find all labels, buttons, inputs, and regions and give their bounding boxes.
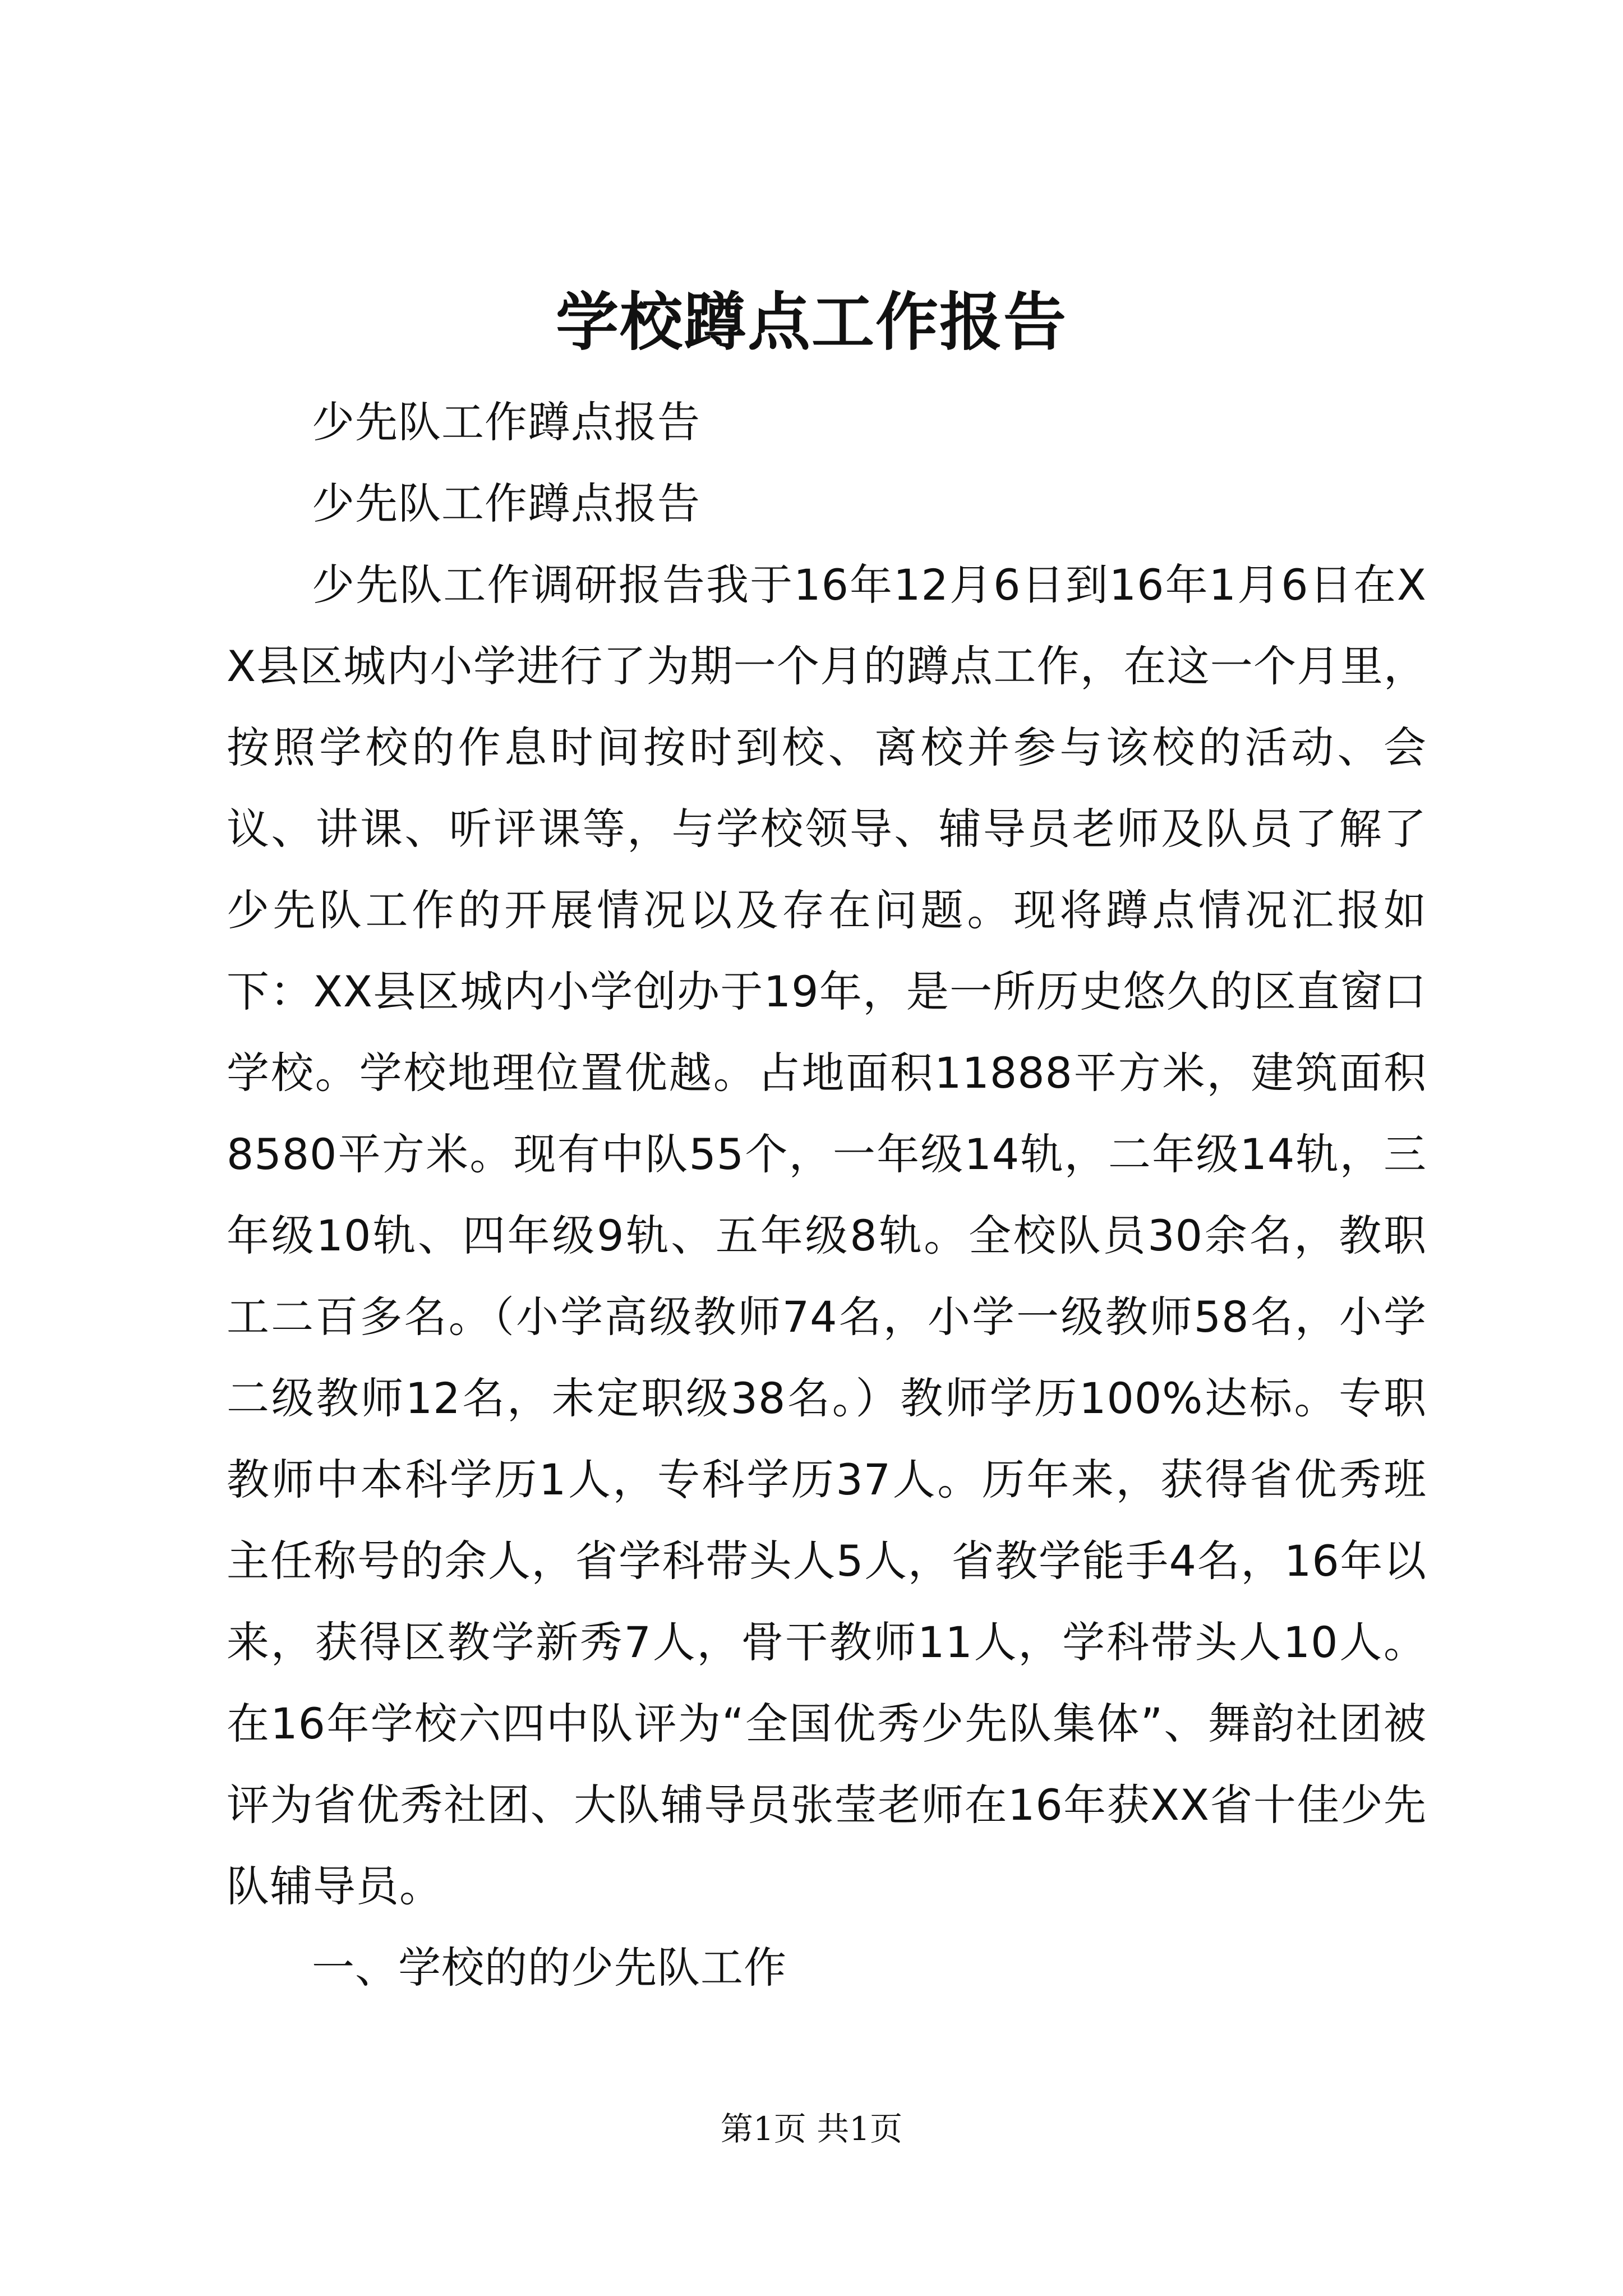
document-body: [227, 381, 1427, 2008]
section-heading-1: 一、学校的的少先队工作: [312, 1943, 787, 1993]
page-title: 学校蹲点工作报告: [556, 286, 1067, 359]
page-footer: 第1页 共1页: [720, 2110, 903, 2148]
paragraph-subtitle-1: 少先队工作蹲点报告: [312, 397, 700, 447]
paragraph-subtitle-2: 少先队工作蹲点报告: [312, 478, 700, 528]
paragraph-main: 少先队工作调研报告我于16年12月6日到16年1月6日在XX县区城内小学进行了为期一个月的蹲点工作，在这一个月里，按照学校的作息时间按时到校、离校并参与该校的活动、会议、讲课、听评课等，与学校领导、辅导员老师及队员了解了少先队工作的开展情况以及存在问题。现将蹲点情况汇报如下：XX县区城内小学创办于19年，是一所历史悠久的区直窗口学校。学校地理位置优越。占地面积11888平方米，建筑面积8580平方米。现有中队55个，一年级14轨，二年级14轨，三年级10轨、四年级9轨、五年级8轨。全校队员30余名，教职工二百多名。（小学高级教师74名，小学一级教师58名，小学二级教师12名，未定职级38名。）教师学历100%达标。专职教师中本科学历1人，专科学历37人。历年来，获得省优秀班主任称号的余人，省学科带头人5人，省教学能手4名，16年以来，获得区教学新秀7人，骨干教师11人，学科带头人10人。在16年学校六四中队评为“全国优秀少先队集体”、舞韵社团被评为省优秀社团、大队辅导员张莹老师在16年获XX省十佳少先队辅导员。: [227, 560, 1427, 1911]
